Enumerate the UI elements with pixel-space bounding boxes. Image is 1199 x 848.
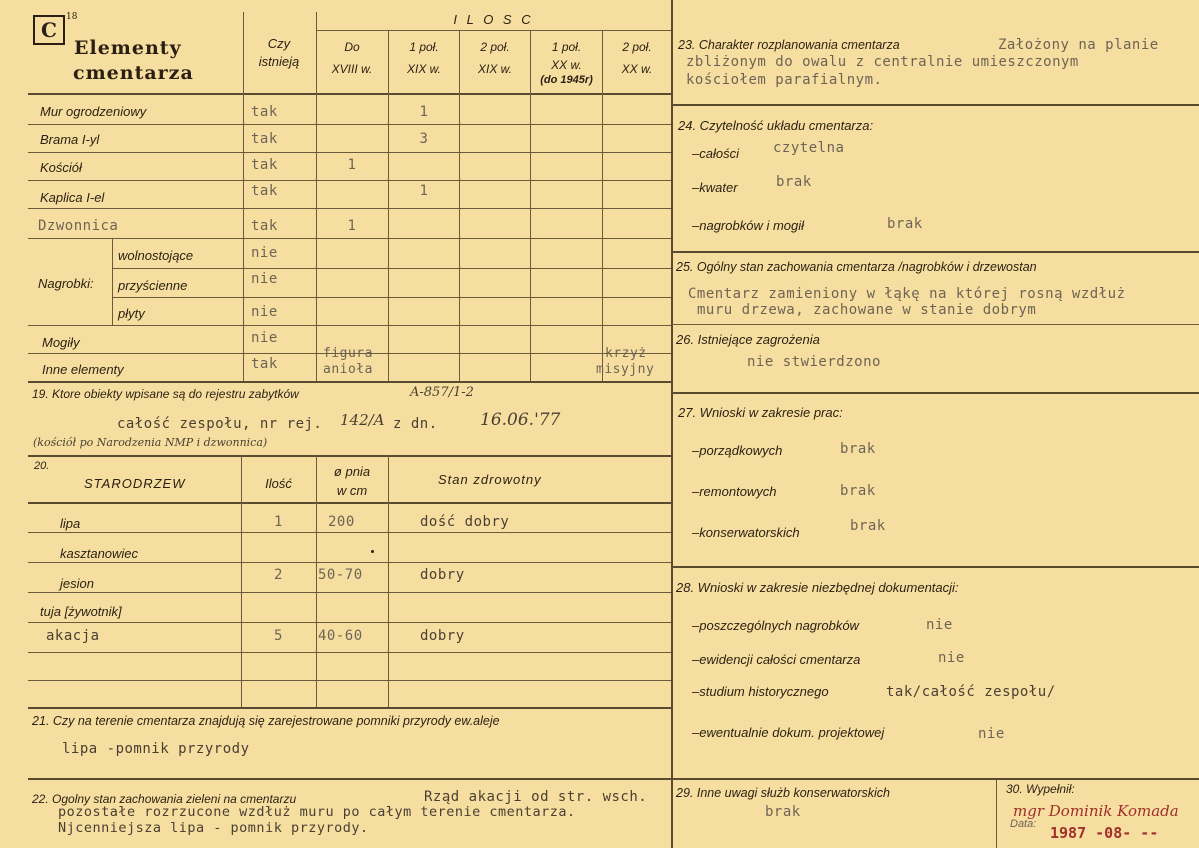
s24-item-label: –całości [692,146,739,161]
s28-item-label: –ewidencji całości cmentarza [692,652,861,667]
s24-item-value: brak [776,174,812,190]
s19-date-prefix: z dn. [393,416,438,432]
period-4-l1: 1 poł. [551,40,582,54]
rule [28,562,671,563]
s28-item-label: –ewentualnie dokum. projektowej [692,725,885,740]
row-count: 3 [419,131,429,147]
rule [28,325,671,326]
row-exists: tak [251,183,278,199]
s22-line3: Njcenniejsza lipa - pomnik przyrody. [58,820,369,836]
elements-title-1: Elementy [74,37,182,59]
rule [28,93,671,95]
rule [28,592,671,593]
rule [28,208,671,209]
s20-col-health: Stan zdrowotny [438,472,542,487]
s23-line1: Założony na planie [998,37,1159,53]
ink-dot [371,550,374,553]
rule [112,297,671,298]
s27-item-value: brak [850,518,886,534]
tree-health: dobry [420,567,465,583]
s26-value: nie stwierdzono [747,354,881,370]
s25-label: 25. Ogólny stan zachowania cmentarza /nagrobków i drzewostan [676,260,1037,274]
s24-item-value: brak [887,216,923,232]
rule [28,455,671,457]
inne-figura-1: figura [323,346,373,361]
rule [28,152,671,153]
row-count: 1 [419,183,429,199]
rule [112,268,671,269]
period-1-l2: XVIII w. [331,62,373,76]
divider-29-30 [996,778,997,848]
s20-col-dia-2: w cm [336,483,368,498]
s27-item-label: –remontowych [692,484,777,499]
s20-col-qty: Ilość [265,476,292,491]
period-3-l1: 2 poł. [480,40,510,54]
col-exists-1: Czy [267,36,291,51]
s29-label: 29. Inne uwagi służb konserwatorskich [676,786,891,800]
rule [243,12,244,381]
s28-item-value: nie [926,617,953,633]
rule [28,180,671,181]
rule [316,30,671,31]
row-count: 1 [347,157,357,173]
s19-date: 16.06.'77 [480,410,561,430]
rule [28,502,671,504]
rule [28,238,671,239]
mogily-exists: nie [251,330,278,346]
s22-line2: pozostałe rozrzucone wzdłuż muru po całym terenie cmentarza. [58,804,576,820]
tree-name: jesion [60,576,94,591]
nagrobki-row-exists: nie [251,304,278,320]
nagrobki-row-label: wolnostojące [118,248,194,263]
tree-qty: 2 [274,567,283,583]
period-2-l1: 1 poł. [409,40,439,54]
s24-item-label: –kwater [692,180,738,195]
tree-name: lipa [60,516,81,531]
card-letter-box: C [33,15,65,45]
s30-label: 30. Wypełnił: [1006,782,1075,796]
nagrobki-row-exists: nie [251,271,278,287]
period-3-l2: XIX w. [477,62,512,76]
rule [672,566,1199,568]
ilosc-header: I L O S C [453,12,534,27]
period-1-l1: Do [344,40,360,54]
row-exists: tak [251,104,278,120]
period-4-l2: XX w. [551,58,582,72]
rule [28,652,671,653]
tree-qty: 5 [274,628,283,644]
row-exists: tak [251,218,278,234]
rule [672,251,1199,253]
row-label: Kościół [40,160,82,175]
period-5-l2: XX w. [621,62,653,76]
rule [28,680,671,681]
rule [28,532,671,533]
rule [602,30,603,381]
s20-title: STARODRZEW [84,476,186,491]
s27-label: 27. Wnioski w zakresie prac: [678,405,843,420]
tree-health: dobry [420,628,465,644]
s27-item-label: –porządkowych [692,443,783,458]
rule [672,324,1199,325]
s28-item-value: nie [978,726,1005,742]
s22-line1: Rząd akacji od str. wsch. [424,789,648,805]
s19-handwritten-ref: A-857/1-2 [410,385,474,400]
s30-date-stamp: 1987 -08- -- [1050,824,1159,842]
s24-item-value: czytelna [773,140,845,156]
inne-label: Inne elementy [42,362,124,377]
rule [112,238,113,325]
rule [530,30,531,381]
s25-line1: Cmentarz zamieniony w łąkę na której rosną wzdłuż [688,286,1126,302]
tree-name: akacja [46,628,100,644]
s28-label: 28. Wnioski w zakresie niezbędnej dokumentacji: [676,580,959,595]
inne-krzyz-1: krzyż [605,346,647,361]
s23-line2: zbliżonym do owalu z centralnie umieszczonym [686,54,1079,70]
row-label: Dzwonnica [38,218,119,234]
card-number: 18 [66,12,78,22]
rule [459,30,460,381]
tree-dia: 50-70 [318,567,363,583]
s28-item-value: nie [938,650,965,666]
tree-name: kasztanowiec [60,546,139,561]
tree-health: dość dobry [420,514,510,530]
s28-item-label: –poszczególnych nagrobków [692,618,859,633]
s20-number: 20. [34,460,50,472]
rule [672,104,1199,106]
rule [388,455,389,707]
s23-label: 23. Charakter rozplanowania cmentarza [678,38,900,52]
row-label: Mur ogrodzeniowy [40,104,147,119]
nagrobki-row-exists: nie [251,245,278,261]
rule [28,381,671,383]
rule [672,392,1199,394]
inne-krzyz-2: misyjny [596,362,655,377]
rule [316,12,317,381]
row-label: Kaplica I-el [40,190,105,205]
s28-item-value: tak/całość zespołu/ [886,684,1056,700]
s27-item-value: brak [840,441,876,457]
s19-label: 19. Ktore obiekty wpisane są do rejestru zabytków [32,387,299,401]
inne-exists: tak [251,356,278,372]
nagrobki-row-label: płyty [118,306,145,321]
s27-item-label: –konserwatorskich [692,525,800,540]
s26-label: 26. Istniejące zagrożenia [676,332,820,347]
s19-note: (kościół po Narodzenia NMP i dzwonnica) [33,436,268,449]
nagrobki-label: Nagrobki: [38,276,94,291]
rule [28,622,671,623]
row-count: 1 [347,218,357,234]
nagrobki-row-label: przyścienne [118,278,188,293]
period-5-l1: 2 poł. [622,40,652,54]
s22-label: 22. Ogolny stan zachowania zieleni na cmentarzu [32,792,297,806]
period-4-l3: (do 1945r) [540,74,593,86]
rule [388,30,389,381]
center-divider [671,0,673,848]
s19-typed: całość zespołu, nr rej. [117,416,323,432]
s21-value: lipa -pomnik przyrody [62,741,250,757]
s29-value: brak [765,804,801,820]
s20-col-dia-1: ø pnia [333,464,371,479]
s30-date-label: Data: [1010,818,1037,830]
s27-item-value: brak [840,483,876,499]
s21-label: 21. Czy na terenie cmentarza znajdują się zarejestrowane pomniki przyrody ew.aleje [32,714,500,728]
tree-dia: 200 [328,514,355,530]
row-exists: tak [251,157,278,173]
s24-item-label: –nagrobków i mogił [692,218,805,233]
row-count: 1 [419,104,429,120]
s25-line2: muru drzewa, zachowane w stanie dobrym [697,302,1037,318]
tree-dia: 40-60 [318,628,363,644]
row-exists: tak [251,131,278,147]
s24-label: 24. Czytelność układu cmentarza: [678,118,874,133]
rule [28,124,671,125]
s30-name: mgr Dominik Komada [1013,802,1179,820]
elements-title-2: cmentarza [73,62,194,84]
col-exists-2: istnieją [258,54,300,69]
row-label: Brama I-yl [40,132,100,147]
s23-line3: kościołem parafialnym. [686,72,883,88]
mogily-label: Mogiły [42,335,80,350]
tree-qty: 1 [274,514,283,530]
period-2-l2: XIX w. [406,62,441,76]
s19-reg-no: 142/A [340,411,385,429]
tree-name: tuja [żywotnik] [40,604,122,619]
rule [28,707,671,709]
s28-item-label: –studium historycznego [692,684,829,699]
inne-figura-2: anioła [323,362,373,377]
rule [28,778,1199,780]
